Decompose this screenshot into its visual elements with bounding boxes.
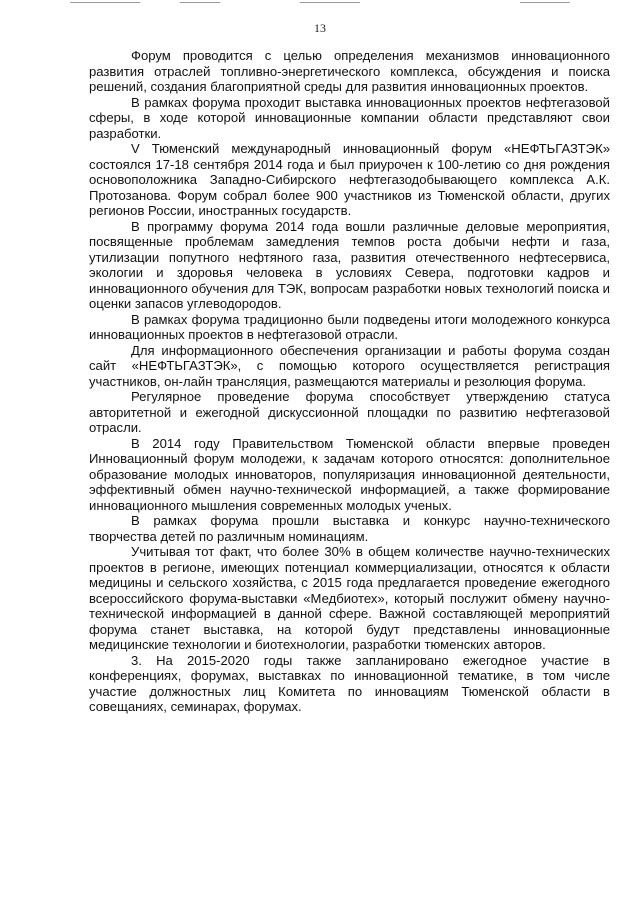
page-number: 13: [314, 21, 326, 35]
paragraph: V Тюменский международный инновационный форум «НЕФТЬГАЗТЭК» состоялся 17-18 сентября 2014 года и был приурочен к 100-летию со дня рождения основоположника Западно-Сибирского нефтегазодобывающего комплекса А.К. Протозанова. Форум собрал более 900 участников из Тюменской области, других регионов России, иностранных государств.: [89, 141, 610, 218]
body-text: [89, 48, 610, 715]
paragraph: Для информационного обеспечения организации и работы форума создан сайт «НЕФТЬГАЗТЭК», с помощью которого осуществляется регистрация участников, он-лайн трансляция, размещаются материалы и резолюция форума.: [89, 342, 610, 389]
paragraph: 3. На 2015-2020 годы также запланировано ежегодное участие в конференциях, форумах, выставках по инновационной тематике, в том числе участие должностных лиц Комитета по инновациям Тюменской области в совещаниях, семинарах, форумах.: [89, 652, 610, 714]
paragraph: В 2014 году Правительством Тюменской области впервые проведен Инновационный форум молодежи, к задачам которого относятся: дополнительное образование молодых инноваторов, популяризация инновационной деятельности, эффективный обмен научно-технической информацией, а также формирование инновационного мышления современных молодых ученых.: [89, 435, 610, 513]
scan-artifact: [520, 2, 570, 3]
paragraph: В программу форума 2014 года вошли различные деловые мероприятия, посвященные проблемам замедления темпов роста добычи нефти и газа, утилизации попутного нефтяного газа, развития отечественного нефтесервиса, экологии и здоровья человека в условиях Севера, подготовки кадров и инновационного обучения для ТЭК, вопросам разработки новых технологий поиска и оценки запасов углеводородов.: [89, 218, 610, 311]
paragraph: В рамках форума прошли выставка и конкурс научно-технического творчества детей по различным номинациям.: [89, 513, 610, 544]
paragraph: В рамках форума традиционно были подведены итоги молодежного конкурса инновационных проектов в нефтегазовой отрасли.: [89, 311, 610, 342]
paragraph: Учитывая тот факт, что более 30% в общем количестве научно-технических проектов в регионе, имеющих потенциал коммерциализации, относятся к области медицины и сельского хозяйства, с 2015 года предлагается проведение ежегодного всероссийского форума-выставки «Медбиотех», который послужит обмену научно-технической информацией в данной сфере. Важной составляющей мероприятий форума станет выставка, на которой будут представлены инновационные медицинские технологии и биотехнологии, разработки тюменских авторов.: [89, 544, 610, 652]
paragraph: В рамках форума проходит выставка инновационных проектов нефтегазовой сферы, в ходе которой инновационные компании области представляют свои разработки.: [89, 94, 610, 141]
scan-artifact: [300, 2, 360, 3]
paragraph: Форум проводится с целью определения механизмов инновационного развития отраслей топливно-энергетического комплекса, обсуждения и поиска решений, создания благоприятной среды для развития инновационных проектов.: [89, 48, 610, 94]
scan-artifact: [180, 2, 220, 3]
paragraph: Регулярное проведение форума способствует утверждению статуса авторитетной и ежегодной дискуссионной площадки по развитию нефтегазовой отрасли.: [89, 389, 610, 435]
scan-artifact: [70, 2, 140, 3]
